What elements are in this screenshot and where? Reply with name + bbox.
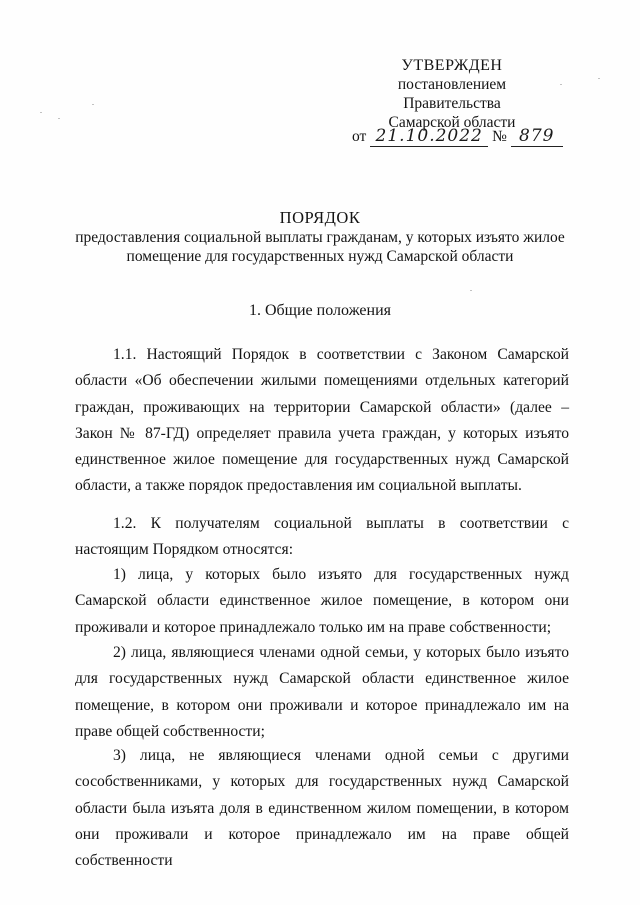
paragraph-text: 2) лица, являющиеся членами одной семьи, у которых было изъято для государственных нужд Самарской области единственное жилое помещение, в котором они проживали и которое принадлежало им на праве общей собственности;	[75, 644, 569, 740]
paragraph	[75, 743, 569, 874]
approval-line-1: постановлением Правительства	[397, 76, 507, 112]
paragraph	[75, 342, 569, 500]
paragraph-text: 1.1. Настоящий Порядок в соответствии с Законом Самарской области «Об обеспечении жилыми помещениями отдельных категорий граждан, проживающих на территории Самарской области» (далее – Закон № 87-ГД) определяет правила учета граждан, у которых изъято единственное жилое помещение для государственных нужд Самарской области, а также порядок предоставления им социальной выплаты.	[75, 346, 569, 495]
number-label: №	[492, 128, 507, 145]
scan-speck	[92, 104, 94, 105]
paragraph-text: 1) лица, у которых было изъято для государственных нужд Самарской области единственное жилое помещение, в котором они проживали и которое принадлежало только им на праве собственности;	[75, 566, 569, 636]
document-title	[60, 208, 580, 266]
scan-speck	[598, 78, 600, 79]
title-heading: ПОРЯДОК	[279, 208, 361, 227]
scan-speck	[58, 118, 60, 119]
scan-speck	[470, 290, 472, 291]
decree-reference	[352, 126, 563, 147]
scan-speck	[40, 112, 42, 113]
approval-block	[352, 56, 552, 132]
paragraph-text: 1.2. К получателям социальной выплаты в соответствии с настоящим Порядком относятся:	[75, 515, 569, 559]
decree-date: 21.10.2022	[375, 126, 483, 146]
approval-line-2: Самарской области	[388, 114, 516, 131]
scan-speck	[560, 84, 562, 85]
paragraph	[75, 640, 569, 745]
paragraph	[75, 511, 569, 564]
approval-heading: УТВЕРЖДЕН	[401, 57, 503, 74]
date-prefix: от	[352, 128, 367, 145]
title-subtitle: предоставления социальной выплаты гражданам, у которых изъято жилое помещение для государственных нужд Самарской области	[75, 229, 565, 265]
decree-number: 879	[519, 126, 555, 146]
paragraph	[75, 562, 569, 641]
section-heading: 1. Общие положения	[248, 302, 392, 319]
paragraph-text: 3) лица, не являющиеся членами одной семьи с другими сособственниками, у которых для государственных нужд Самарской области была изъята доля в единственном жилом помещении, в котором они проживали и которое принадлежало им на праве общей собственности	[75, 747, 569, 870]
